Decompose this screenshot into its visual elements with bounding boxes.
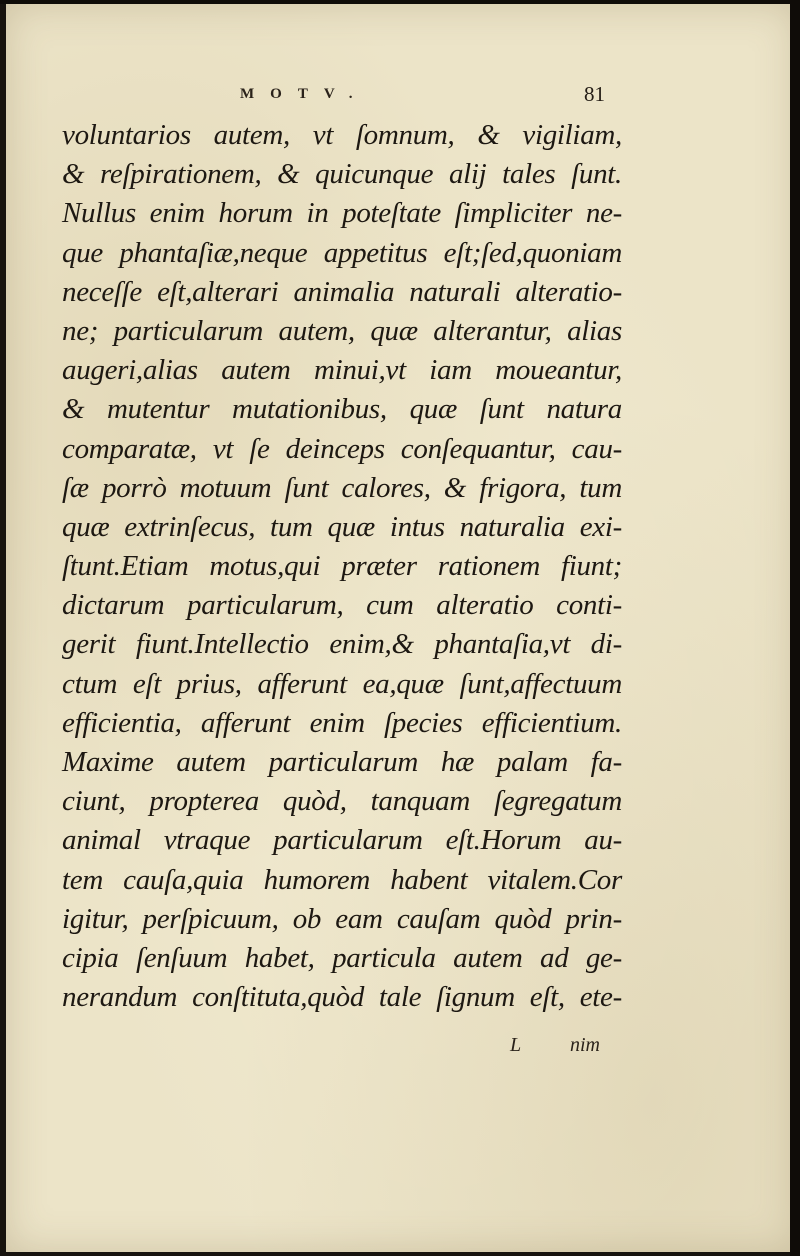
page-top-edge	[0, 0, 800, 4]
text-line: Nullus enim horum in poteſtate ſimpliciter ne-	[62, 197, 622, 230]
text-line: Maxime autem particularum hæ palam fa-	[62, 746, 622, 778]
page-number: 81	[584, 82, 605, 106]
text-line: igitur, perſpicuum, ob eam cauſam quòd prin-	[62, 902, 622, 935]
text-line: que phantaſiæ,neque appetitus eſt;ſed,quoniam	[62, 236, 622, 269]
text-line: ciunt, propterea quòd, tanquam ſegregatum	[62, 785, 622, 818]
text-line: cipia ſenſuum habet, particula autem ad ge-	[62, 941, 622, 974]
text-line: & reſpirationem, & quicunque alij tales ſunt.	[62, 158, 622, 191]
text-line: voluntarios autem, vt ſomnum, & vigiliam,	[62, 119, 622, 151]
text-line: tem cauſa,quia humorem habent vitalem.Cor	[62, 863, 622, 896]
text-line: efficientia, afferunt enim ſpecies efficientium.	[62, 706, 622, 739]
text-line: animal vtraque particularum eſt.Horum au-	[62, 824, 622, 857]
text-line: neceſſe eſt,alterari animalia naturali alteratio-	[62, 275, 622, 308]
text-line: dictarum particularum, cum alteratio conti-	[62, 589, 622, 622]
text-line: & mutentur mutationibus, quæ ſunt natura	[62, 393, 622, 426]
text-line: ne; particularum autem, quæ alterantur, alias	[62, 314, 622, 347]
text-line: comparatæ, vt ſe deinceps conſequantur, cau-	[62, 432, 622, 465]
catchline	[6, 1034, 796, 1064]
catchword: nim	[570, 1034, 600, 1056]
running-head-title: MOTV.	[240, 86, 369, 102]
text-line: nerandum conſtituta,quòd tale ſignum eſt, ete-	[62, 981, 622, 1014]
text-line: ſæ porrò motuum ſunt calores, & frigora, tum	[62, 471, 622, 504]
signature-mark: L	[510, 1034, 522, 1056]
text-line: ſtunt.Etiam motus,qui præter rationem fiunt;	[62, 550, 622, 583]
running-head	[6, 82, 796, 116]
page-edge-shadow	[790, 0, 800, 1256]
text-line: quæ extrinſecus, tum quæ intus naturalia exi-	[62, 510, 622, 543]
book-page	[6, 4, 796, 1252]
body-text	[62, 116, 622, 1017]
text-line: ctum eſt prius, afferunt ea,quæ ſunt,affectuum	[62, 667, 622, 700]
text-line: gerit fiunt.Intellectio enim,& phantaſia,vt di-	[62, 628, 622, 661]
text-line: augeri,alias autem minui,vt iam moueantur,	[62, 354, 622, 387]
